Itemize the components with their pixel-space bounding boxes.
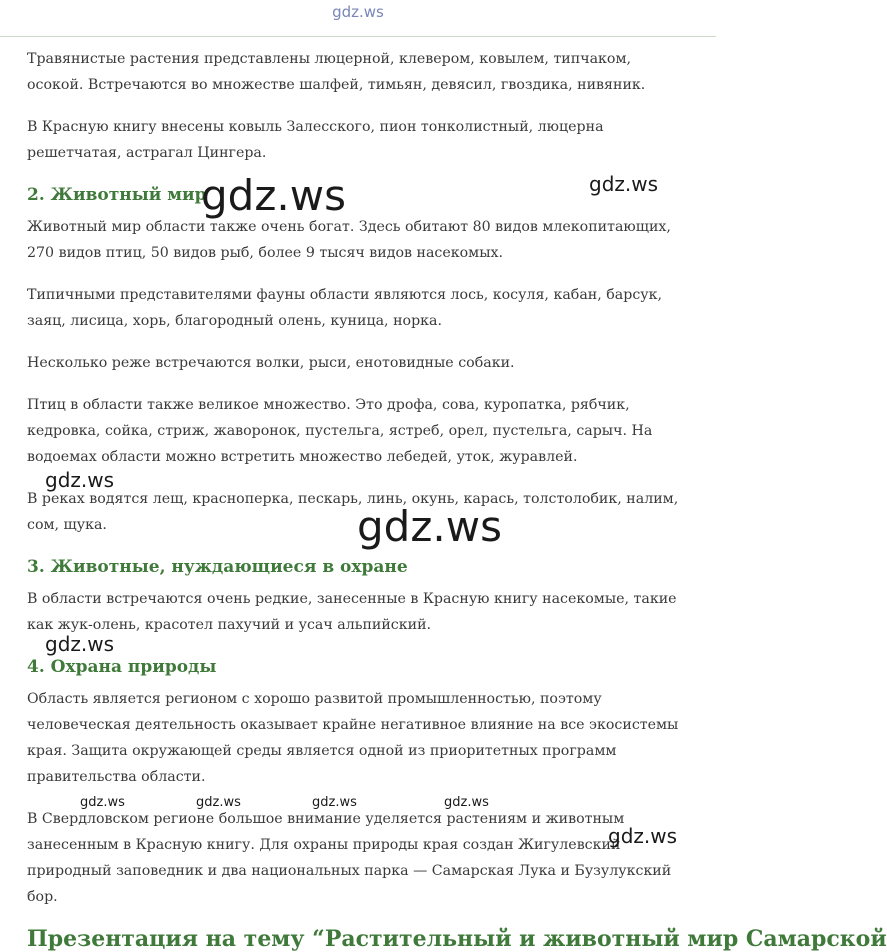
watermark: gdz.ws bbox=[589, 172, 659, 196]
paragraph-red-book-plants: В Красную книгу внесены ковыль Залесского, пион тонколистный, люцерна решетчатая, астрагал Цингера. bbox=[27, 119, 604, 161]
paragraph-herbs: Травянистые растения представлены люцерной, клевером, ковылем, типчаком, осокой. Встречаются во множестве шалфей, тимьян, девясил, гвоздика, нивяник. bbox=[27, 51, 646, 93]
paragraph-industry: Область является регионом с хорошо развитой промышленностью, поэтому человеческая деятельность оказывает крайне негативное влияние на все экосистемы края. Защита окружающей среды является одной из приоритетных программ правительства области. bbox=[27, 691, 679, 785]
paragraph-reserves: В Свердловском регионе большое внимание уделяется растениям и животным занесенным в Красную книгу. Для охраны природы края создан Жигулевский природный заповедник и два национальных парка — Самарская Лука и Бузулукский бор. bbox=[27, 811, 672, 905]
paragraph-fauna-rich: Животный мир области также очень богат. Здесь обитают 80 видов млекопитающих, 270 видов птиц, 50 видов рыб, более 9 тысяч видов насекомых. bbox=[27, 219, 671, 261]
watermark: gdz.ws bbox=[608, 824, 678, 848]
top-bar bbox=[0, 0, 716, 37]
paragraph-birds: Птиц в области также великое множество. Это дрофа, сова, куропатка, рябчик, кедровка, сойка, стриж, жаворонок, пустельга, ястреб, орел, пустельга, сарыч. На водоемах области можно встретить множество лебедей, уток, журавлей. bbox=[27, 397, 653, 465]
site-logo[interactable]: gdz.ws bbox=[332, 3, 384, 21]
paragraph-wolves: Несколько реже встречаются волки, рыси, енотовидные собаки. bbox=[27, 355, 515, 371]
heading-protected-animals: 3. Животные, нуждающиеся в охране bbox=[27, 557, 408, 577]
watermark: gdz.ws bbox=[357, 502, 502, 551]
watermark: gdz.ws bbox=[444, 795, 489, 810]
watermark: gdz.ws bbox=[201, 171, 346, 220]
heading-presentation-partial bbox=[27, 926, 887, 952]
article-content bbox=[27, 46, 887, 952]
heading-presentation-text: Презентация на тему “Растительный и животный мир Самарской bbox=[27, 926, 887, 952]
paragraph-insects: В области встречаются очень редкие, занесенные в Красную книгу насекомые, такие как жук-олень, красотел пахучий и усач альпийский. bbox=[27, 591, 677, 633]
heading-nature-protection: 4. Охрана природы bbox=[27, 657, 217, 677]
paragraph-fish: В реках водятся лещ, красноперка, пескарь, линь, окунь, карась, толстолобик, налим, сом, щука. bbox=[27, 491, 679, 533]
paragraph-typical-fauna: Типичными представителями фауны области являются лось, косуля, кабан, барсук, заяц, лисица, хорь, благородный олень, куница, норка. bbox=[27, 287, 663, 329]
heading-fauna: 2. Животный мир bbox=[27, 185, 207, 205]
watermark: gdz.ws bbox=[196, 795, 241, 810]
watermark: gdz.ws bbox=[312, 795, 357, 810]
watermark: gdz.ws bbox=[45, 468, 115, 492]
watermark: gdz.ws bbox=[45, 632, 115, 656]
watermark: gdz.ws bbox=[80, 795, 125, 810]
